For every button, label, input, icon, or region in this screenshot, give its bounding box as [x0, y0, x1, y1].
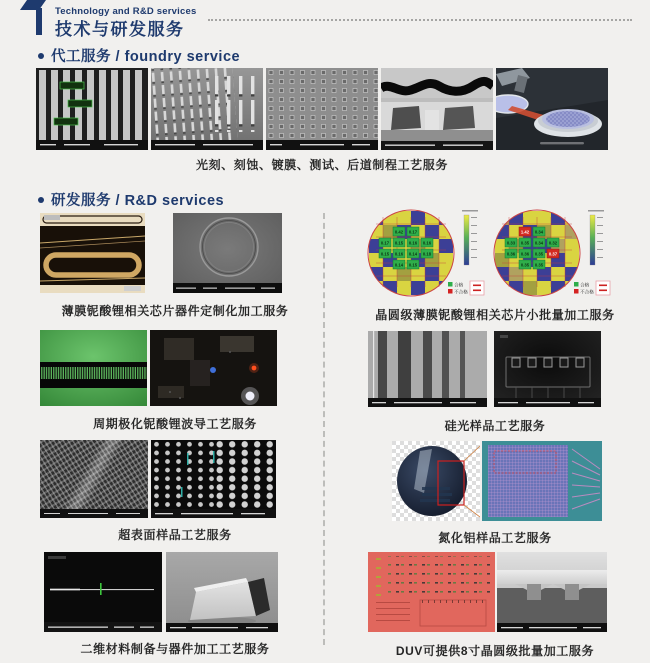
foundry-image-lithography-sem [36, 68, 148, 150]
svg-text:0.14: 0.14 [408, 251, 418, 257]
caption-metasurface: 超表面样品工艺服务 [118, 528, 232, 542]
foundry-caption: 光刻、刻蚀、镀膜、测试、后道制程工艺服务 [195, 158, 448, 172]
svg-text:0.32: 0.32 [548, 240, 558, 246]
rnd-right-row-4 [356, 552, 634, 659]
caption-duv: DUV可提供8寸晶圆级批量加工服务 [395, 644, 595, 658]
rnd-left-row-2 [36, 330, 314, 432]
svg-text:0.36: 0.36 [506, 251, 516, 257]
page-title: 技术与研发服务 [55, 20, 185, 39]
bullet-icon [38, 53, 44, 59]
section-heading-foundry [38, 45, 240, 66]
silicon-photonics-comb-sem [494, 331, 601, 407]
metasurface-texture-sem [40, 440, 148, 518]
caption-tfln-custom: 薄膜铌酸锂相关芯片器件定制化加工服务 [61, 304, 289, 318]
svg-text:0.35: 0.35 [534, 262, 544, 268]
rnd-left-row-1 [36, 213, 314, 319]
metasurface-dot-array-sem [151, 440, 276, 518]
header-dotted-divider [208, 19, 632, 21]
duv-cross-section-sem [497, 552, 607, 632]
tfln-waveguide-chip-image [40, 213, 145, 293]
aln-grid-closeup-image [482, 441, 602, 521]
foundry-image-nanopillars-sem [151, 68, 263, 150]
wafer-map-2 [490, 207, 612, 299]
svg-text:0.35: 0.35 [520, 240, 530, 246]
svg-text:0.17: 0.17 [408, 229, 418, 235]
sem-info-bar [40, 509, 148, 518]
rnd-left-row-3 [36, 440, 314, 543]
svg-text:0.34: 0.34 [534, 240, 544, 246]
svg-text:0.14: 0.14 [394, 262, 404, 268]
svg-text:0.33: 0.33 [506, 240, 516, 246]
section-heading-rnd-label: 研发服务 / R&D services [51, 193, 225, 209]
svg-text:0.16: 0.16 [394, 251, 404, 257]
microblock-sem [166, 552, 278, 632]
header-accent-bar [36, 8, 42, 35]
svg-text:0.15: 0.15 [408, 262, 418, 268]
wafer-legend-fail: 不合格 [580, 289, 594, 295]
column-dashed-divider [323, 213, 325, 645]
svg-text:0.16: 0.16 [408, 240, 418, 246]
silicon-photonics-stripes-sem [368, 331, 487, 407]
caption-wafer-batch: 晶圆级薄膜铌酸锂相关芯片小批量加工服务 [375, 308, 615, 322]
2d-material-nanowire-sem [44, 552, 162, 632]
aln-wafer-photo [392, 441, 480, 521]
svg-text:0.42: 0.42 [394, 229, 404, 235]
foundry-image-row [36, 68, 608, 150]
bullet-icon [38, 197, 44, 203]
rnd-right-row-1 [356, 207, 634, 323]
rnd-left-row-4 [36, 552, 314, 657]
svg-text:0.17: 0.17 [380, 240, 390, 246]
wafer-legend-pass: 合格 [580, 282, 590, 288]
caption-2d-materials: 二维材料制备与器件加工工艺服务 [80, 642, 270, 656]
rnd-right-row-2 [356, 331, 634, 434]
wafer-legend-pass: 合格 [454, 282, 464, 288]
caption-silicon-photonics: 硅光样品工艺服务 [444, 419, 546, 433]
caption-ppln: 周期极化铌酸锂波导工艺服务 [93, 417, 257, 431]
section-heading-foundry-label: 代工服务 / foundry service [51, 49, 241, 65]
svg-text:0.36: 0.36 [520, 251, 530, 257]
svg-text:0.15: 0.15 [380, 251, 390, 257]
section-heading-rnd [38, 189, 224, 210]
ring-resonator-sem-image [173, 213, 282, 293]
wafer-legend-fail: 不合格 [454, 289, 468, 295]
wafer-map-1 [364, 207, 486, 299]
foundry-image-wafer-laser-render [496, 68, 608, 150]
svg-text:1.42: 1.42 [520, 229, 530, 235]
header-eyebrow: Technology and R&D services [55, 6, 197, 17]
svg-text:0.35: 0.35 [534, 251, 544, 257]
foundry-image-dot-array-sem [266, 68, 378, 150]
duv-reticle-layout-image [368, 552, 495, 632]
ppln-waveguide-microscope-image [40, 330, 147, 406]
svg-text:0.16: 0.16 [422, 240, 432, 246]
corner-ribbon-decoration [20, 0, 46, 10]
svg-text:0.37: 0.37 [548, 251, 558, 257]
svg-text:0.15: 0.15 [394, 240, 404, 246]
rnd-right-row-3 [356, 441, 634, 546]
optics-lab-photo [150, 330, 277, 406]
caption-aln: 氮化铝样品工艺服务 [438, 531, 552, 545]
svg-text:0.18: 0.18 [422, 251, 432, 257]
foundry-image-cross-section-sem [381, 68, 493, 150]
svg-text:0.34: 0.34 [534, 229, 544, 235]
svg-text:0.35: 0.35 [520, 262, 530, 268]
